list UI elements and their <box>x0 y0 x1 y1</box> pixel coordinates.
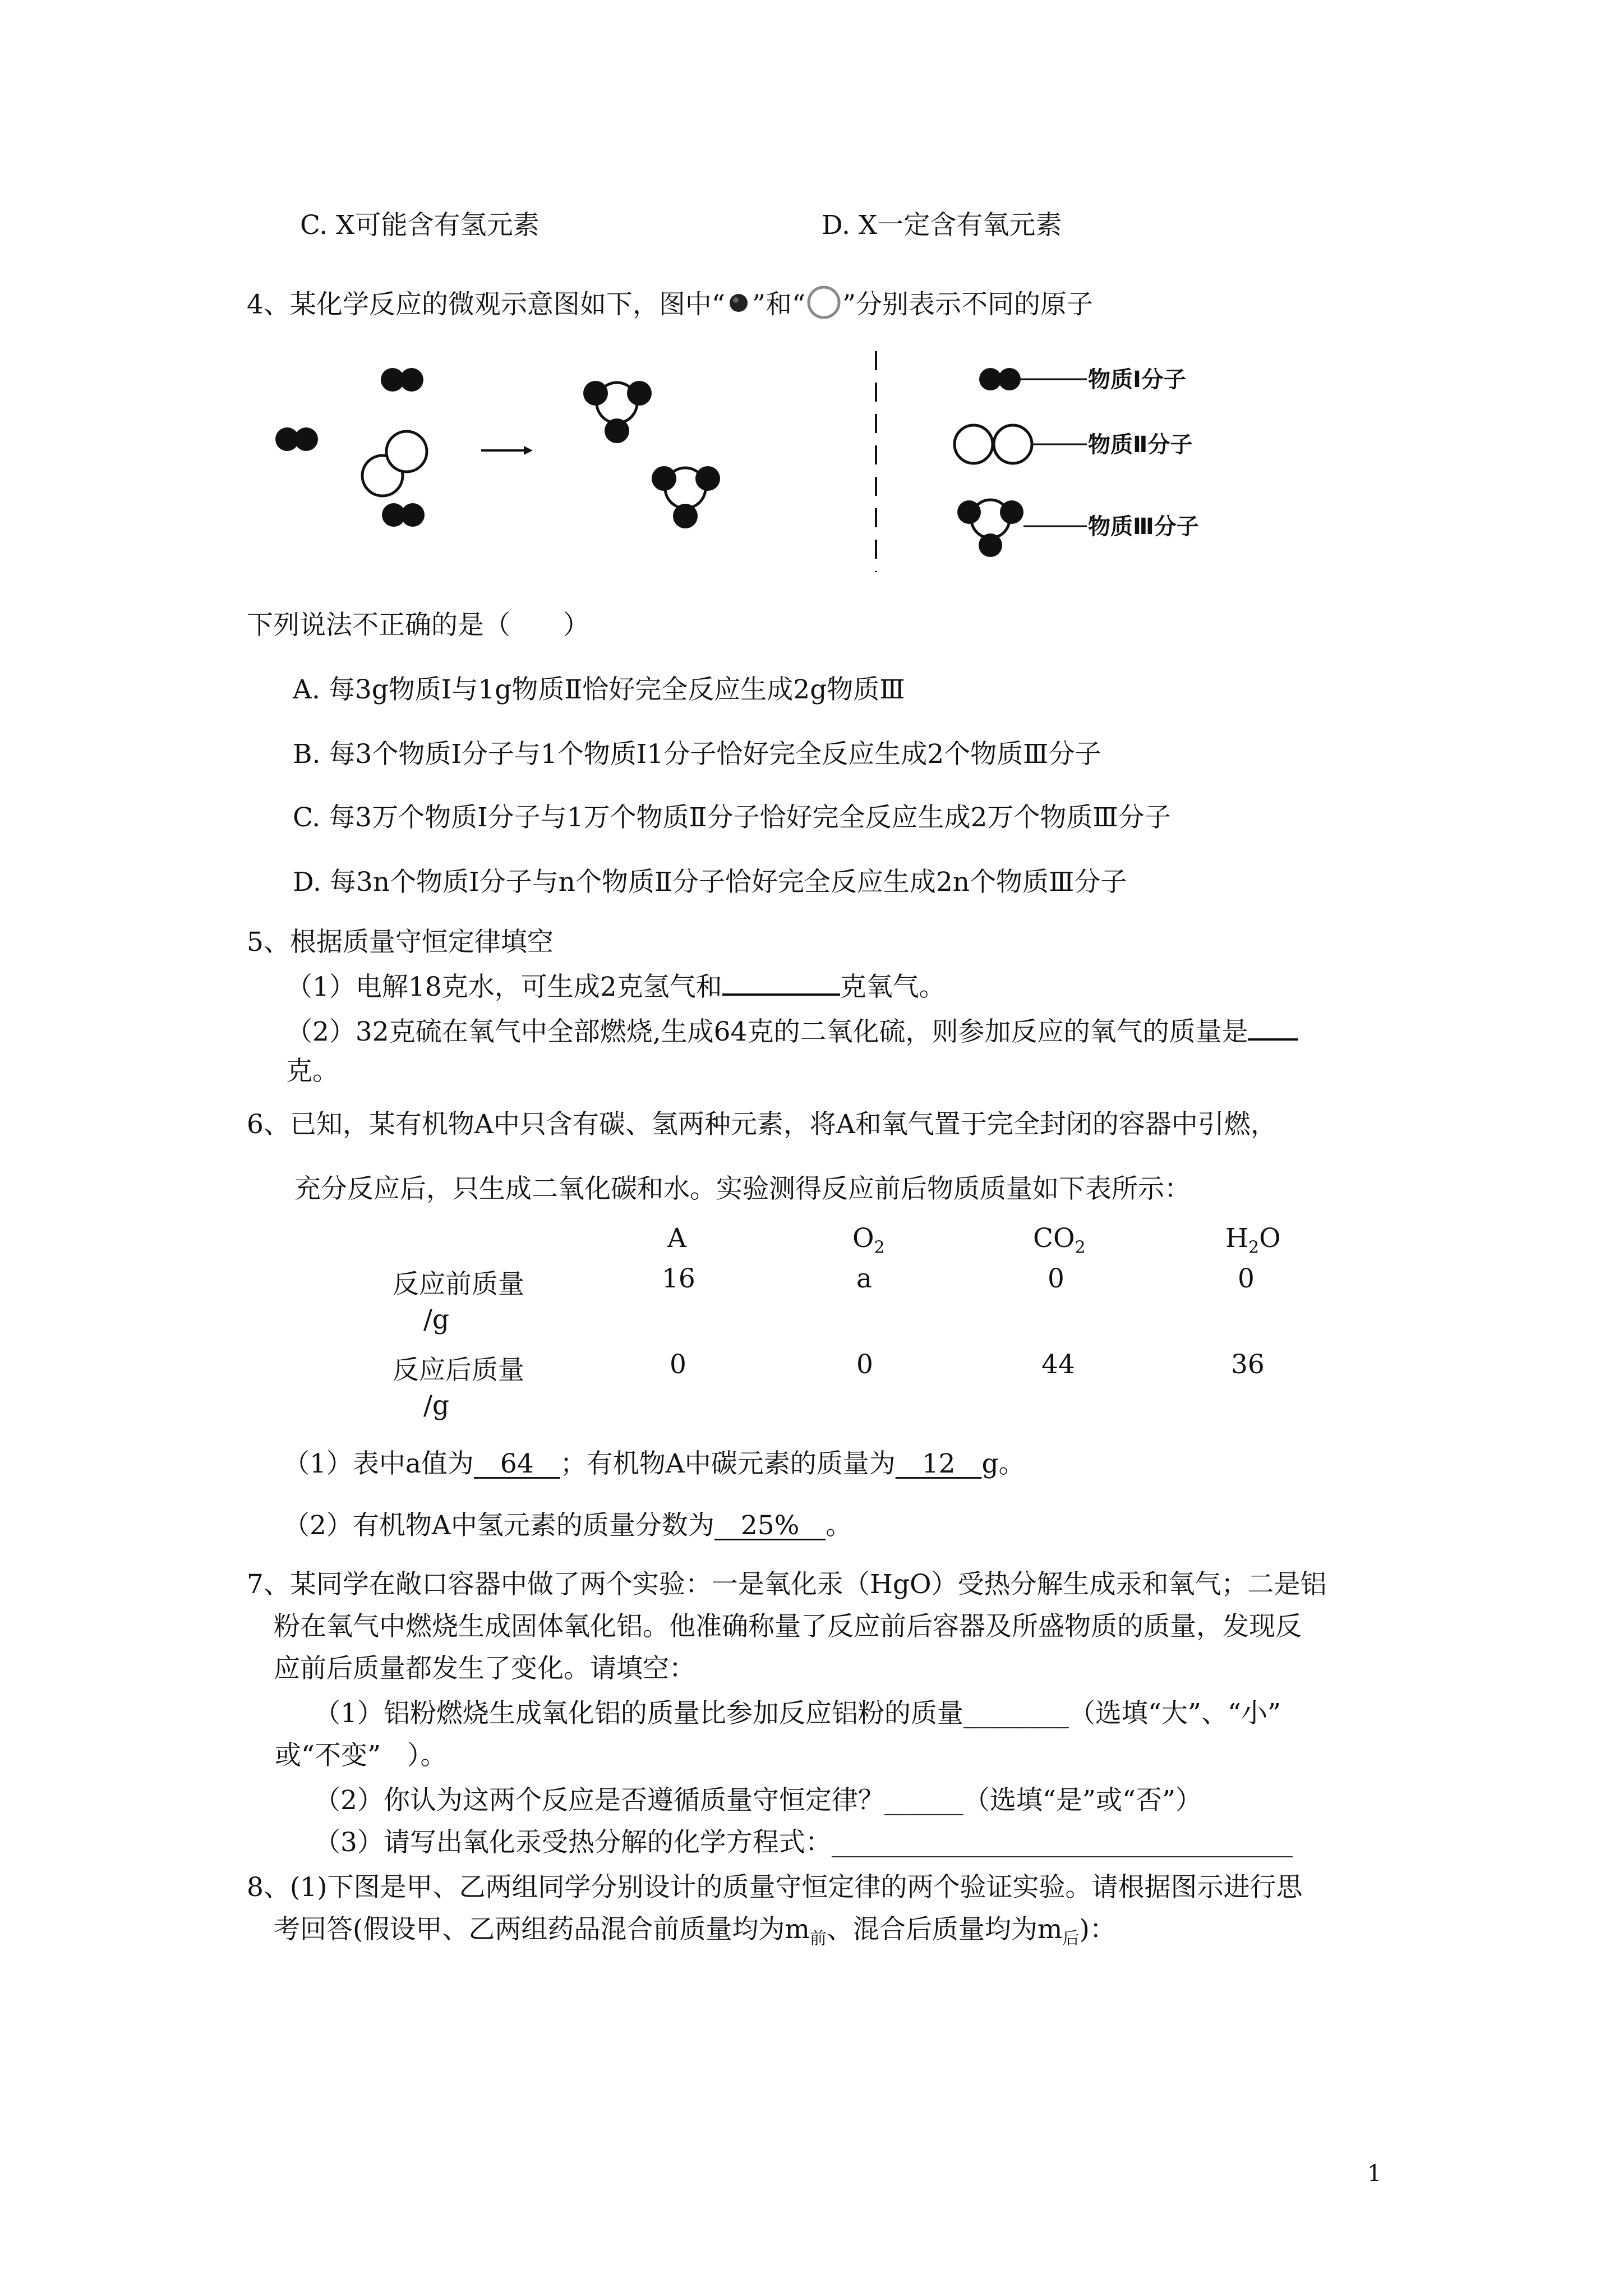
q7-stem-3: 应前后质量都发生了变化。请填空： <box>274 1653 695 1684</box>
q4-stem: 4、某化学反应的微观示意图如下，图中“ ”和“ ”分别表示不同的原子 <box>247 285 1093 328</box>
q4-option-c: C. 每3万个物质Ⅰ分子与1万个物质Ⅱ分子恰好完全反应生成2万个物质Ⅲ分子 <box>293 802 1171 833</box>
q6-stem-2: 充分反应后，只生成二氧化碳和水。实验测得反应前后物质质量如下表所示： <box>294 1174 1191 1204</box>
q4-question: 下列说法不正确的是（ ） <box>247 610 589 641</box>
table-cell: 0 <box>856 1349 873 1380</box>
table-header-o2: $O_2$ <box>852 1223 885 1258</box>
q6-answer-1: （1）表中a值为 64 ；有机物A中碳元素的质量为 12 g。 <box>283 1448 1025 1479</box>
table-cell: 16 <box>662 1263 695 1294</box>
q5-blank-1[interactable] <box>722 968 840 996</box>
q8-stem-2: 考回答(假设甲、乙两组药品混合前质量均为$m_前$、混合后质量均为$m_后$)： <box>274 1914 1116 1949</box>
q5-part1: （1）电解18克水，可生成2克氢气和 克氧气。 <box>286 968 946 1004</box>
answer-hydrogen-fraction: 25% <box>714 1510 826 1541</box>
table-row1-unit: /g <box>423 1304 449 1335</box>
legend-molecule-iii <box>957 500 1199 557</box>
reactant-molecule-i-3 <box>382 503 425 527</box>
page-number: 1 <box>1367 2161 1382 2187</box>
reactant-molecule-ii <box>362 431 427 496</box>
reaction-diagram <box>247 348 1301 586</box>
table-row2-unit: /g <box>423 1390 449 1421</box>
reactant-molecule-i-2 <box>275 427 318 451</box>
q6-stem-1: 6、已知，某有机物A中只含有碳、氢两种元素，将A和氧气置于完全封闭的容器中引燃， <box>247 1109 1277 1140</box>
q3-option-c: C. X可能含有氢元素 <box>300 210 540 241</box>
table-header-a: A <box>667 1223 686 1254</box>
product-molecule-iii-2 <box>652 466 720 528</box>
answer-carbon-mass: 12 <box>895 1448 982 1479</box>
table-row2-label: 反应后质量 <box>393 1355 524 1386</box>
q6-answer-2: （2）有机物A中氢元素的质量分数为 25% 。 <box>283 1510 852 1541</box>
legend-label-i: 物质Ⅰ分子 <box>1088 367 1186 393</box>
q7-part1: （1）铝粉燃烧生成氧化铝的质量比参加反应铝粉的质量________（选填“大”、“小” <box>314 1698 1281 1729</box>
reaction-arrow-icon <box>481 446 533 455</box>
legend-label-iii: 物质Ⅲ分子 <box>1088 514 1199 540</box>
q5-part2-cont: 克。 <box>286 1056 339 1087</box>
table-header-h2o: $H_2O$ <box>1225 1223 1281 1258</box>
q7-part2: （2）你认为这两个反应是否遵循质量守恒定律？______（选填“是”或“否”） <box>314 1785 1202 1816</box>
table-cell: 0 <box>670 1349 686 1380</box>
q8-stem-1: 8、(1)下图是甲、乙两组同学分别设计的质量守恒定律的两个验证实验。请根据图示进行思 <box>247 1872 1303 1903</box>
table-cell: 36 <box>1231 1349 1265 1380</box>
table-header-co2: $CO_2$ <box>1033 1223 1086 1258</box>
reactant-molecule-i-1 <box>381 368 423 392</box>
table-cell: 44 <box>1041 1349 1075 1380</box>
q5-blank-2[interactable] <box>1248 1013 1298 1041</box>
q7-part1-cont: 或“不变” ）。 <box>275 1740 447 1771</box>
legend-molecule-ii <box>955 425 1192 463</box>
q7-stem-2: 粉在氧气中燃烧生成固体氧化铝。他准确称量了反应前后容器及所盛物质的质量，发现反 <box>274 1611 1302 1642</box>
q7-stem-1: 7、某同学在敞口容器中做了两个实验：一是氧化汞（HgO）受热分解生成汞和氧气；二是铝 <box>247 1569 1327 1600</box>
q5-part2: （2）32克硫在氧气中全部燃烧,生成64克的二氧化硫，则参加反应的氧气的质量是 <box>286 1013 1298 1049</box>
table-cell: 0 <box>1238 1263 1255 1294</box>
q4-option-a: A. 每3g物质Ⅰ与1g物质Ⅱ恰好完全反应生成2g物质Ⅲ <box>293 674 905 705</box>
q4-option-d: D. 每3n个物质Ⅰ分子与n个物质Ⅱ分子恰好完全反应生成2n个物质Ⅲ分子 <box>293 867 1127 898</box>
light-atom-icon <box>806 285 841 328</box>
answer-a-value: 64 <box>473 1448 560 1479</box>
q4-option-b: B. 每3个物质Ⅰ分子与1个物质I1分子恰好完全反应生成2个物质Ⅲ分子 <box>293 739 1101 770</box>
product-molecule-iii-1 <box>583 381 652 443</box>
table-cell: a <box>856 1263 873 1294</box>
legend-label-ii: 物质Ⅱ分子 <box>1088 432 1193 458</box>
q3-option-d: D. X一定含有氧元素 <box>822 210 1062 241</box>
q7-part3: （3）请写出氧化汞受热分解的化学方程式：___________________________________ <box>314 1827 1293 1858</box>
dark-atom-icon <box>726 290 751 324</box>
table-cell: 0 <box>1048 1263 1064 1294</box>
legend-molecule-i <box>979 367 1186 393</box>
q5-title: 5、根据质量守恒定律填空 <box>247 927 554 958</box>
table-row1-label: 反应前质量 <box>393 1269 524 1300</box>
